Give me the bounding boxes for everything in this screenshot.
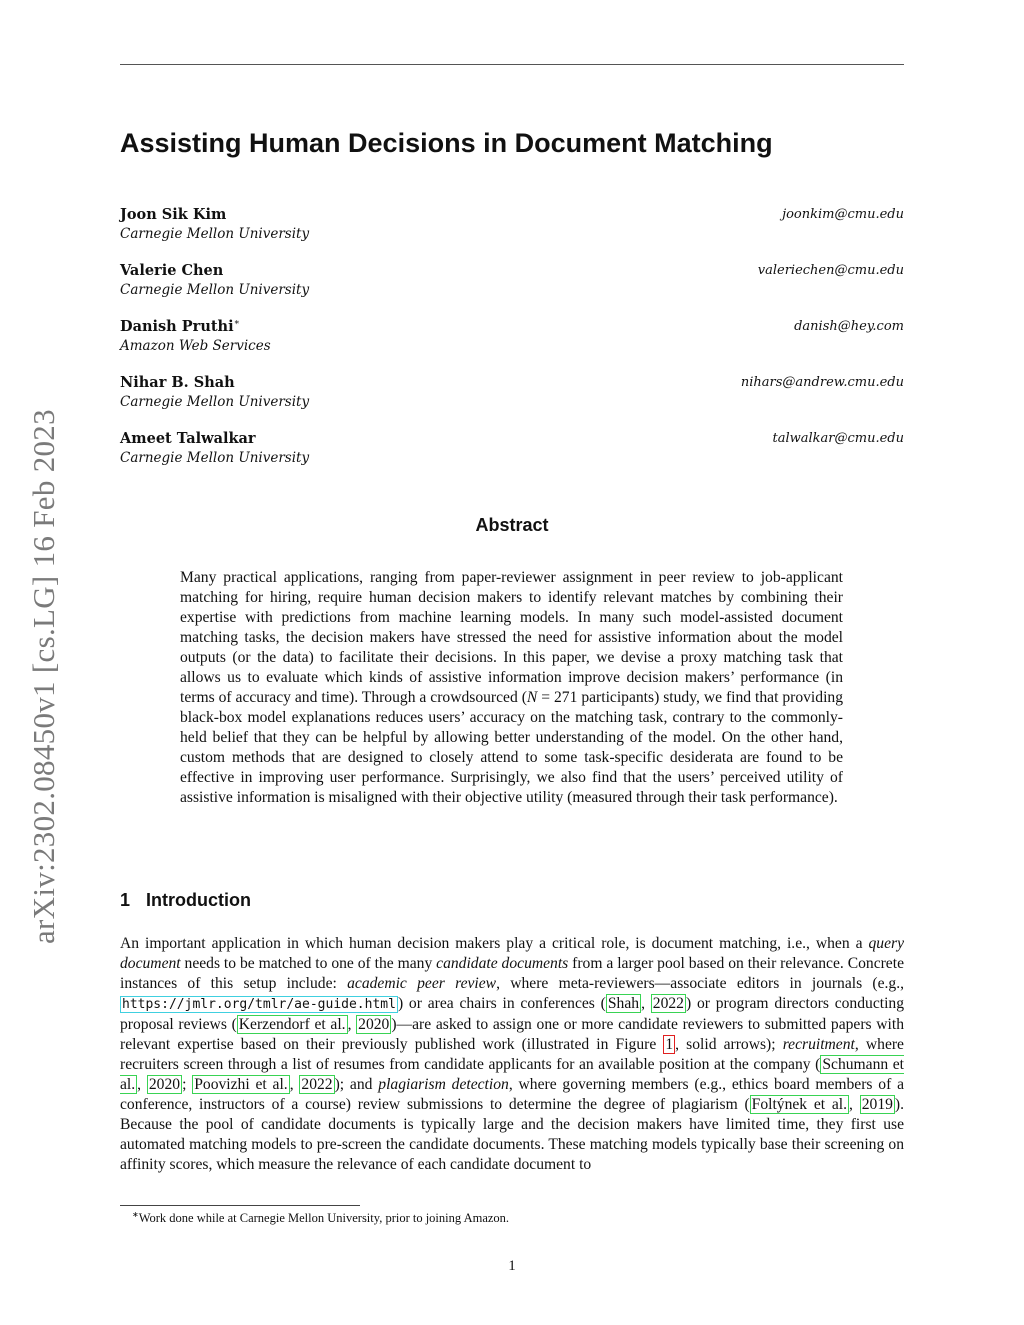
author-affiliation: Amazon Web Services (120, 338, 271, 354)
footnote (132, 1210, 509, 1226)
citation-link[interactable]: Schumann et al. (120, 1056, 904, 1093)
page-number: 1 (508, 1258, 516, 1274)
author-email[interactable]: valeriechen@cmu.edu (757, 263, 904, 278)
introduction-paragraph (120, 934, 904, 1175)
intro-emphasis: candidate documents (436, 955, 569, 972)
intro-text: from a larger pool based on their relevance. Concrete instances of this setup include: (120, 955, 904, 992)
intro-text: needs to be matched to one of the many (180, 955, 437, 972)
abstract-text (180, 568, 843, 808)
abstract-text-part: = 271 participants) study, we find that providing black-box model explanations reduces users’ accuracy on the matching task, contrary to the commonly-held belief that they can be helpful by allowing better understanding of the model. On the other hand, custom methods that are designed to closely attend to some task-specific desiderata are found to be effective in improving user performance. Surprisingly, we also find that the users’ perceived utility of assistive information is misaligned with their objective utility (measured through their task performance). (180, 689, 843, 806)
author-affiliation: Carnegie Mellon University (120, 282, 310, 298)
footnote-text: Work done while at Carnegie Mellon University, prior to joining Amazon. (138, 1211, 510, 1226)
citation-year-link[interactable]: 2020 (358, 1016, 390, 1033)
intro-text: ) or area chairs in conferences ( (397, 995, 606, 1012)
section-heading-introduction (120, 890, 251, 911)
author-name-with-marker (120, 318, 240, 335)
author-block (120, 206, 904, 246)
author-name: Nihar B. Shah (120, 374, 235, 391)
paper-title: Assisting Human Decisions in Document Matching (120, 128, 773, 158)
author-affiliation: Carnegie Mellon University (120, 450, 310, 466)
intro-text: ; (182, 1076, 193, 1093)
intro-text: ); and (334, 1076, 379, 1093)
intro-text: , (641, 995, 651, 1012)
author-block (120, 374, 904, 414)
author-name: Joon Sik Kim (120, 206, 227, 223)
header-rule (120, 64, 904, 65)
author-block (120, 430, 904, 470)
intro-text: , (347, 1016, 357, 1033)
intro-text: , (289, 1076, 300, 1093)
citation-link[interactable]: Shah (607, 995, 640, 1012)
section-number: 1 (120, 890, 131, 910)
author-affiliation: Carnegie Mellon University (120, 226, 310, 242)
citation-year-link[interactable]: 2022 (301, 1076, 333, 1093)
intro-text: , solid arrows); (675, 1036, 783, 1053)
citation-year-link[interactable]: 2019 (861, 1096, 893, 1113)
tmlr-url-link[interactable]: https://jmlr.org/tmlr/ae-guide.html (122, 997, 396, 1012)
citation-year-link[interactable]: 2022 (652, 995, 684, 1012)
intro-text: , where governing members (e.g., ethics board members of a conference, instructors of a course) review submissions to determine the degree of plagiarism ( (120, 1076, 905, 1113)
intro-text: , (137, 1076, 147, 1093)
intro-emphasis: recruitment (782, 1036, 855, 1053)
abstract-text-part: Many practical applications, ranging from paper-reviewer assignment in peer review to job-applicant matching for hiring, require human decision makers to identify relevant matches by combining their expertise with predictions from machine learning models. In many such model-assisted document matching tasks, the decision makers have stressed the need for assistive information about the model outputs (or the data) to facilitate their decisions. In this paper, we devise a proxy matching task that allows us to evaluate which kinds of assistive information improve decision makers’ performance (in terms of accuracy and time). Through a crowdsourced ( (180, 569, 843, 706)
intro-text: An important application in which human decision makers play a critical role, is document matching, i.e., when a (120, 935, 869, 952)
footnote-rule (120, 1205, 360, 1206)
intro-emphasis: query document (120, 935, 904, 972)
n-symbol: N (526, 689, 538, 706)
section-title: Introduction (146, 890, 251, 910)
intro-text: , where recruiters screen through a list of resumes from candidate applicants for an available position at the company ( (120, 1036, 904, 1073)
intro-text: )—are asked to assign one or more candidate reviewers to submitted papers with relevant expertise based on their previously published work (illustrated in Figure (120, 1016, 905, 1053)
author-name: Ameet Talwalkar (120, 430, 256, 447)
author-block (120, 262, 904, 302)
intro-emphasis: academic peer review (347, 975, 497, 992)
citation-link[interactable]: Kerzendorf et al. (238, 1016, 346, 1033)
abstract-heading: Abstract (475, 515, 549, 535)
footnote-marker: ∗ (132, 1210, 139, 1219)
intro-text: , (849, 1096, 860, 1113)
author-email[interactable]: talwalkar@cmu.edu (772, 431, 904, 446)
author-affiliation: Carnegie Mellon University (120, 394, 310, 410)
citation-link[interactable]: Poovizhi et al. (194, 1076, 288, 1093)
intro-text: ) or program directors conducting proposal reviews ( (120, 995, 904, 1033)
intro-emphasis: plagiarism detection (378, 1076, 509, 1093)
arxiv-identifier[interactable]: arXiv:2302.08450v1 [cs.LG] 16 Feb 2023 (26, 409, 61, 944)
author-email[interactable]: nihars@andrew.cmu.edu (740, 375, 904, 390)
author-name: Danish Pruthi (120, 318, 234, 335)
citation-year-link[interactable]: 2020 (148, 1076, 181, 1093)
footnote-marker[interactable]: ∗ (233, 318, 240, 329)
figure-reference-link[interactable]: 1 (665, 1036, 674, 1053)
author-block (120, 318, 904, 358)
citation-link[interactable]: Foltýnek et al. (751, 1096, 848, 1113)
author-name: Valerie Chen (120, 262, 224, 279)
intro-text: , where meta-reviewers—associate editors in journals (e.g., (496, 975, 905, 992)
intro-text: ). Because the pool of candidate documents is typically large and the decision makers have limited time, they first use automated matching models to pre-screen the candidate documents. These matching models typically base their screening on affinity scores, which measure the relevance of each candidate document to (120, 1096, 904, 1173)
author-email[interactable]: danish@hey.com (794, 319, 904, 334)
author-email[interactable]: joonkim@cmu.edu (782, 207, 904, 222)
